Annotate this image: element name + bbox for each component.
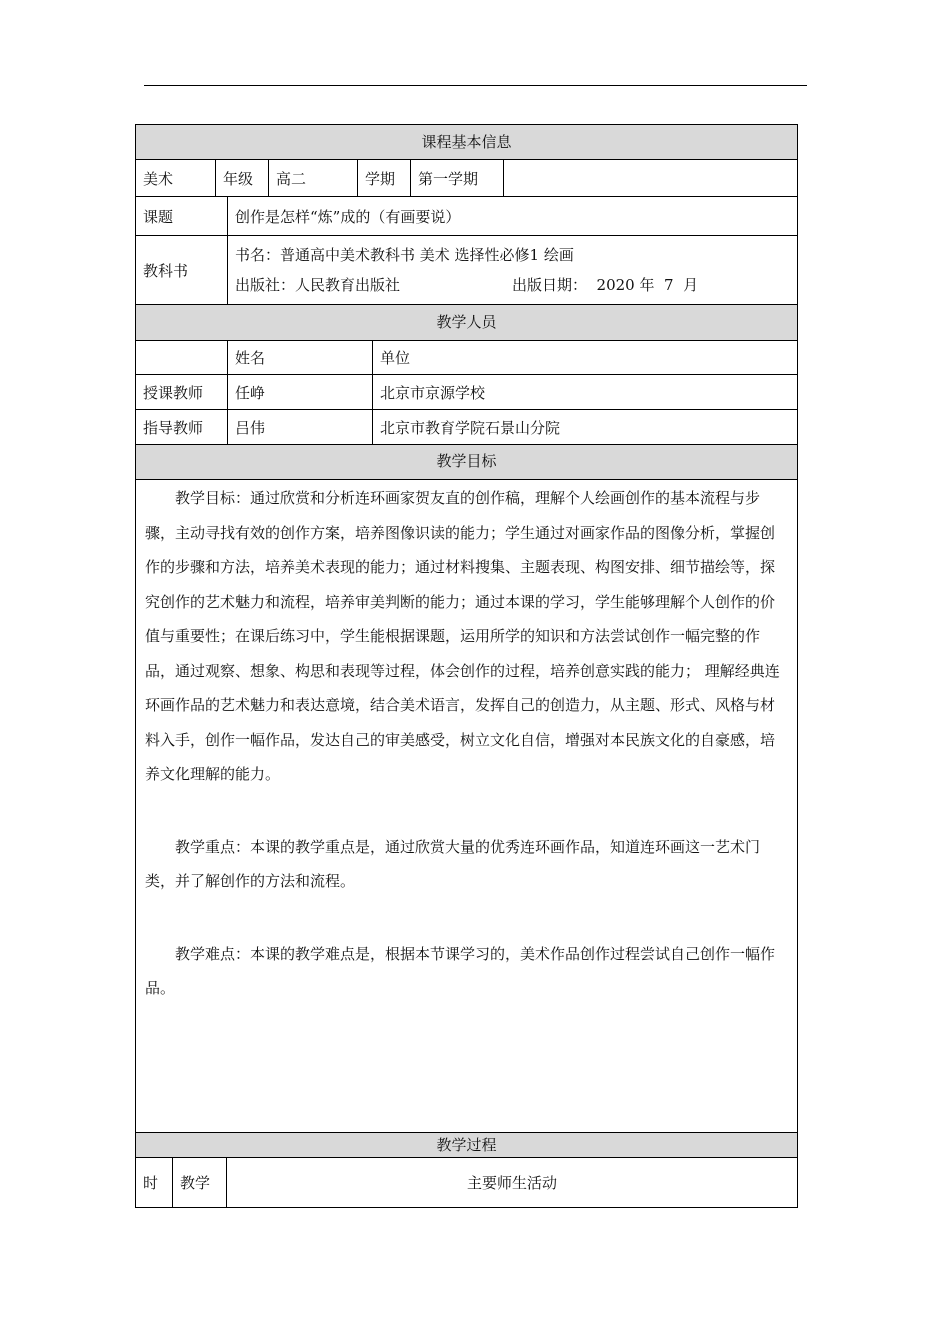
grade-value: 高二 <box>269 160 358 196</box>
topic-label: 课题 <box>136 197 228 235</box>
goals-difficulties: 教学难点：本课的教学难点是，根据本节课学习的，美术作品创作过程尝试自己创作一幅作品。 <box>145 944 776 997</box>
textbook-row <box>135 236 798 305</box>
staff-name: 任峥 <box>228 375 373 409</box>
header-rule <box>144 85 807 86</box>
staff-role-header-blank <box>136 341 228 374</box>
textbook-title: 书名：普通高中美术教科书 美术 选择性必修1 绘画 <box>235 246 574 264</box>
basic-info-row <box>135 160 798 197</box>
staff-name-header: 姓名 <box>228 341 373 374</box>
staff-unit: 北京市京源学校 <box>380 383 486 402</box>
textbook-publisher: 出版社：人民教育出版社 <box>235 276 401 294</box>
process-col-time: 时 <box>136 1158 173 1207</box>
grade-label: 年级 <box>216 160 269 196</box>
textbook-label: 教科书 <box>136 236 228 304</box>
lesson-plan-table <box>135 124 798 1208</box>
staff-unit-header: 单位 <box>380 349 411 367</box>
section-staff: 教学人员 <box>135 305 798 341</box>
basic-info-blank <box>504 160 797 196</box>
textbook-info <box>228 236 797 304</box>
process-header-row <box>135 1158 798 1208</box>
term-value: 第一学期 <box>411 160 504 196</box>
staff-row <box>135 410 798 445</box>
staff-row <box>135 375 798 410</box>
topic-value: 创作是怎样“炼”成的（有画要说） <box>235 207 461 226</box>
term-label: 学期 <box>358 160 411 196</box>
topic-row <box>135 197 798 236</box>
staff-unit: 北京市教育学院石景山分院 <box>380 418 561 437</box>
subject-value: 美术 <box>136 160 216 196</box>
section-basic-info: 课程基本信息 <box>135 124 798 160</box>
process-col-teach: 教学 <box>173 1158 227 1207</box>
staff-role: 授课教师 <box>136 375 228 409</box>
goals-body <box>135 480 798 1133</box>
textbook-pub-date: 出版日期： 2020 年 7 月 <box>512 276 699 294</box>
section-process: 教学过程 <box>135 1133 798 1158</box>
section-goals: 教学目标 <box>135 445 798 480</box>
goals-key-points: 教学重点：本课的教学重点是，通过欣赏大量的优秀连环画作品，知道连环画这一艺术门类，并了解创作的方法和流程。 <box>145 837 761 890</box>
process-col-activity: 主要师生活动 <box>466 1174 557 1192</box>
staff-name: 吕伟 <box>228 410 373 444</box>
staff-role: 指导教师 <box>136 410 228 444</box>
staff-header-row <box>135 341 798 375</box>
goals-objectives: 教学目标：通过欣赏和分析连环画家贺友直的创作稿，理解个人绘画创作的基本流程与步骤，主动寻找有效的创作方案，培养图像识读的能力；学生通过对画家作品的图像分析，掌握创作的步骤和方法，培养美术表现的能力；通过材料搜集、主题表现、构图安排、细节描绘等，探究创作的艺术魅力和流程，培养审美判断的能力；通过本课的学习，学生能够理解个人创作的价值与重要性；在课后练习中，学生能根据课题，运用所学的知识和方法尝试创作一幅完整的作品，通过观察、想象、构思和表现等过程，体会创作的过程，培养创意实践的能力； 理解经典连环画作品的艺术魅力和表达意境，结合美术语言，发挥自己的创造力，从主题、形式、风格与材料入手，创作一幅作品，发达自己的审美感受，树立文化自信，增强对本民族文化的自豪感，培养文化理解的能力。 <box>145 489 780 783</box>
